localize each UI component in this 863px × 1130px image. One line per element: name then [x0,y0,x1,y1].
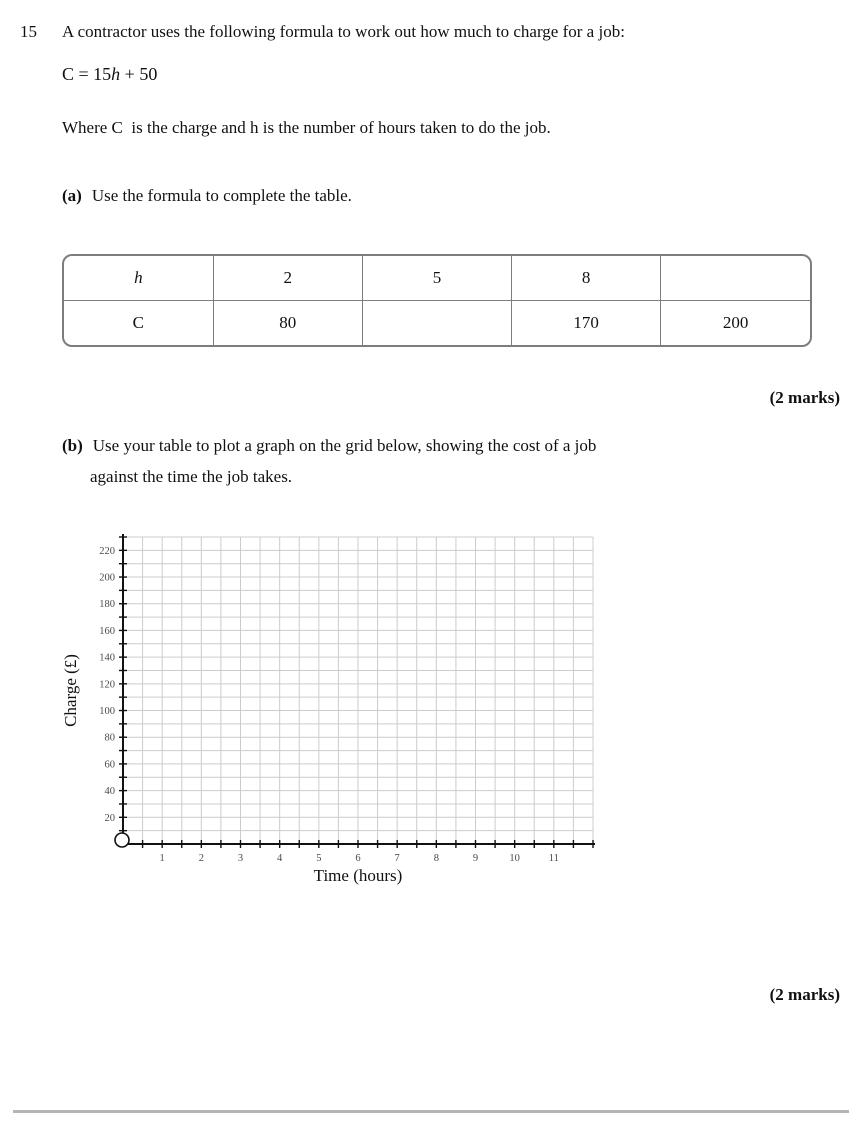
svg-text:7: 7 [394,853,400,864]
question-number: 15 [20,22,37,41]
part-b-text-line2: against the time the job takes. [90,467,293,486]
page-divider [13,1110,849,1113]
table-cell-c-1: 80 [213,301,362,346]
table-cell-h-1: 2 [213,256,362,301]
svg-text:Charge (£): Charge (£) [61,654,80,727]
question-intro: A contractor uses the following formula to work out how much to charge for a job: [62,22,625,41]
table-cell-c-2 [362,301,511,346]
svg-text:100: 100 [99,706,115,718]
formula [62,64,157,85]
svg-text:2: 2 [198,853,204,864]
definition-text: Where C is the charge and h is the number of hours taken to do the job. [62,118,551,137]
part-a [62,186,822,206]
svg-text:9: 9 [472,853,479,864]
svg-text:80: 80 [104,732,115,744]
part-b-text-line1: Use your table to plot a graph on the grid below, showing the cost of a job [92,436,597,455]
svg-text:140: 140 [99,652,115,664]
formula-variable: h [111,64,121,84]
svg-text:60: 60 [104,759,115,771]
table-cell-c-header: C [64,301,213,346]
table-cell-c-4: 200 [722,313,749,332]
svg-text:3: 3 [237,853,244,864]
svg-text:6: 6 [355,853,361,864]
svg-text:4: 4 [277,853,283,864]
grid-chart-svg [60,530,612,900]
part-b-marks: (2 marks) [769,985,840,1004]
table-row-h [64,256,810,301]
svg-text:11: 11 [548,853,559,864]
svg-text:20: 20 [104,812,115,824]
plot-grid [60,530,612,900]
part-b [62,436,822,456]
part-a-marks: (2 marks) [769,388,840,407]
svg-text:5: 5 [316,853,322,864]
table-cell-h-2: 5 [362,256,511,301]
table-cell-h-4 [661,256,810,301]
svg-text:1: 1 [159,853,165,864]
svg-text:180: 180 [99,599,115,611]
svg-text:200: 200 [99,572,115,584]
formula-pre: C = 15 [62,64,112,84]
svg-text:220: 220 [99,545,115,557]
formula-post: + 50 [120,64,158,84]
svg-text:160: 160 [99,625,115,637]
values-table [62,254,812,347]
part-a-label: (a) [62,186,82,205]
svg-text:120: 120 [99,679,115,691]
svg-text:40: 40 [104,786,115,798]
table-cell-c-3: 170 [512,301,661,346]
part-a-text: Use the formula to complete the table. [91,186,352,205]
table-cell-h-3: 8 [512,256,661,301]
svg-text:8: 8 [433,853,439,864]
svg-text:10: 10 [509,853,520,864]
table-row-c [64,301,810,346]
part-b-label: (b) [62,436,83,455]
table-cell-h-header: h [64,256,213,301]
svg-text:Time (hours): Time (hours) [313,866,403,885]
